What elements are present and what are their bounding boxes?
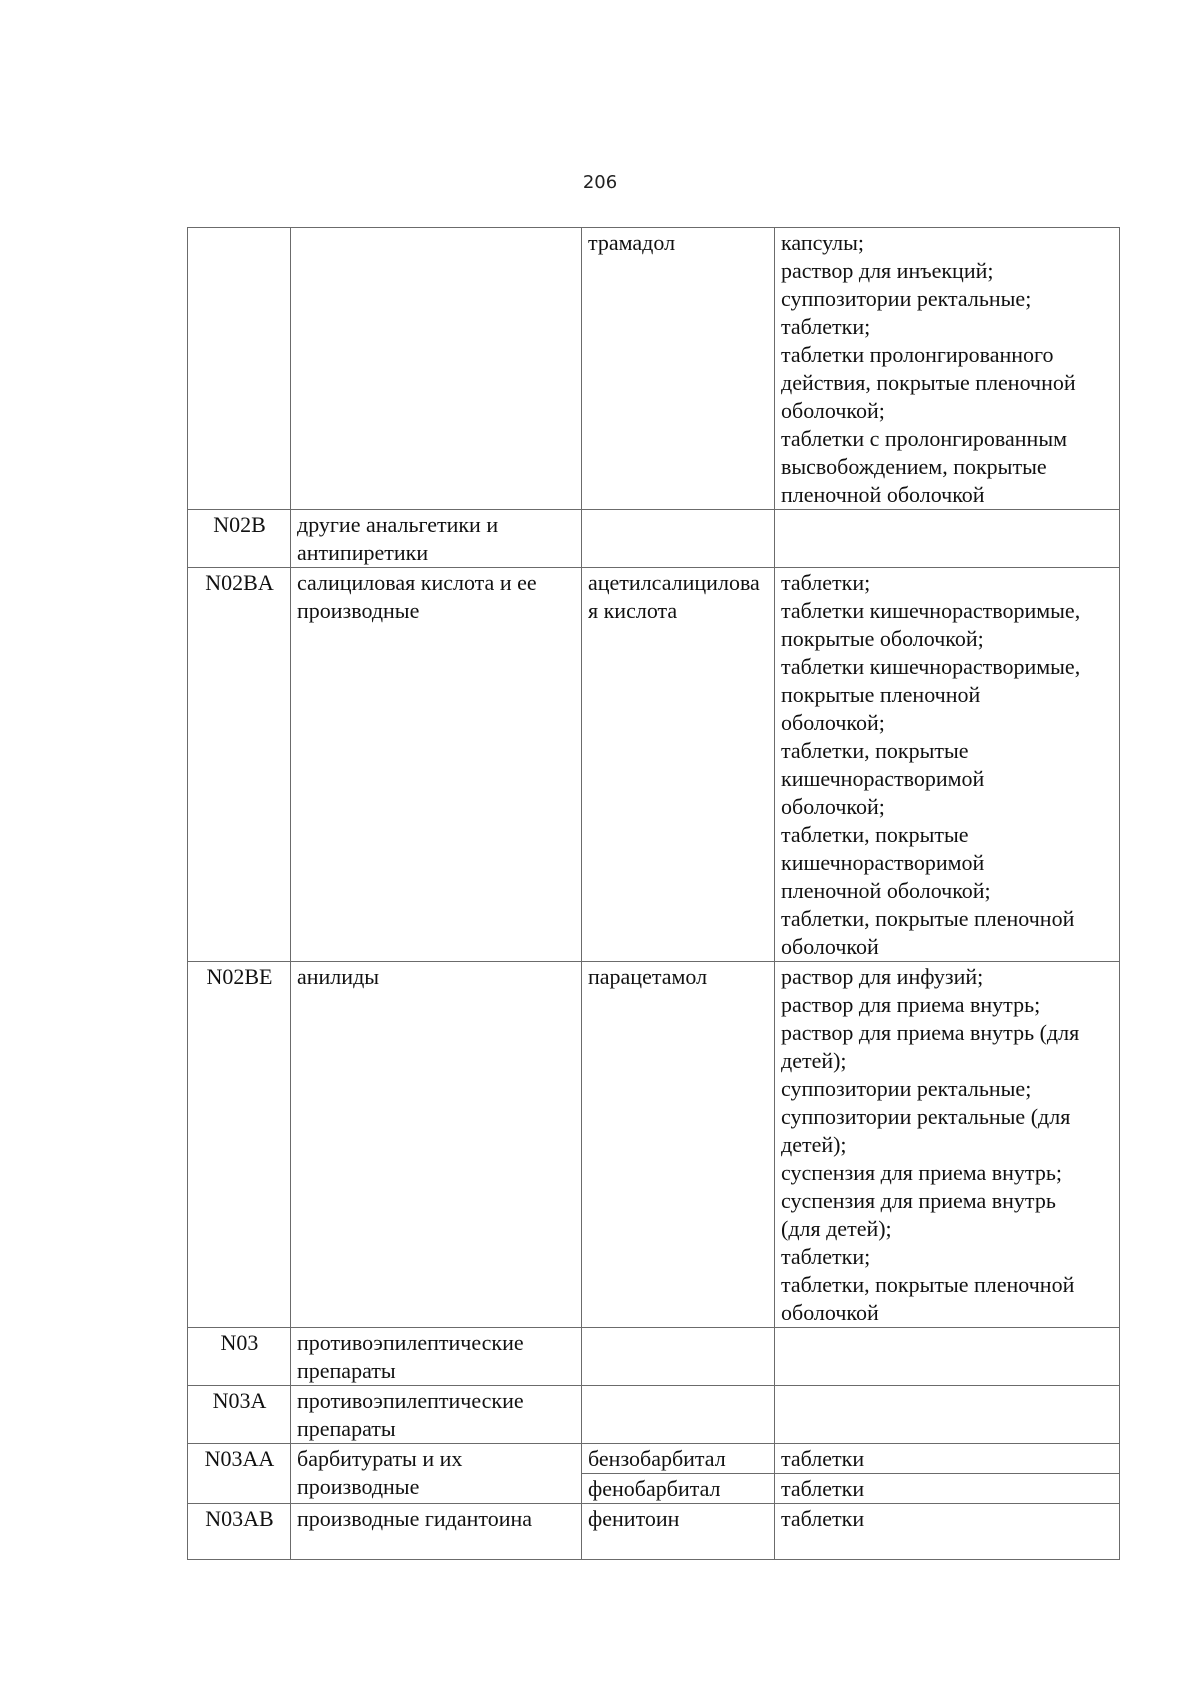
group-cell: анилиды: [291, 962, 582, 1328]
dosage-form: действия, покрытые пленочной: [781, 370, 1076, 395]
dosage-form: кишечнорастворимой: [781, 766, 985, 791]
dosage-form: оболочкой;: [781, 398, 885, 423]
dosage-form: детей);: [781, 1048, 847, 1073]
dosage-form: раствор для приема внутрь;: [781, 992, 1041, 1017]
dosage-form: таблетки;: [781, 570, 871, 595]
dosage-form: таблетки, покрытые: [781, 738, 969, 763]
table-row: [188, 568, 1120, 962]
group-cell: другие анальгетики и антипиретики: [291, 510, 582, 568]
dosage-form: суспензия для приема внутрь;: [781, 1160, 1062, 1185]
dosage-form: раствор для инфузий;: [781, 964, 984, 989]
dosage-form: таблетки кишечнорастворимые,: [781, 654, 1081, 679]
page-number: 206: [582, 172, 618, 193]
drug-name-cell: бензобарбитал: [582, 1444, 775, 1474]
dosage-forms-cell: [775, 1474, 1120, 1504]
dosage-form: таблетки: [781, 1446, 865, 1471]
dosage-form: кишечнорастворимой: [781, 850, 985, 875]
dosage-form: таблетки пролонгированного: [781, 342, 1054, 367]
dosage-form: (для детей);: [781, 1216, 892, 1241]
drug-name-cell: парацетамол: [582, 962, 775, 1328]
atc-code-cell: N02BE: [188, 962, 291, 1328]
drug-name-cell: фенобарбитал: [582, 1474, 775, 1504]
drug-name-cell: [582, 510, 775, 568]
dosage-forms-cell: [775, 510, 1120, 568]
dosage-form: таблетки;: [781, 1244, 871, 1269]
dosage-form: таблетки: [781, 1506, 865, 1531]
dosage-form: таблетки;: [781, 314, 871, 339]
dosage-form: таблетки кишечнорастворимые,: [781, 598, 1081, 623]
dosage-form: таблетки: [781, 1476, 865, 1501]
atc-code-cell: N03AB: [188, 1504, 291, 1560]
group-cell: барбитураты и их производные: [291, 1444, 582, 1504]
dosage-form: раствор для приема внутрь (для: [781, 1020, 1080, 1045]
dosage-form: пленочной оболочкой: [781, 482, 985, 507]
dosage-form: покрытые оболочкой;: [781, 626, 984, 651]
drug-name-cell: фенитоин: [582, 1504, 775, 1560]
table-row: [188, 1504, 1120, 1560]
dosage-forms-cell: [775, 1386, 1120, 1444]
group-cell: противоэпилептические препараты: [291, 1328, 582, 1386]
drug-name-cell: трамадол: [582, 228, 775, 510]
drug-name-cell: ацетилсалициловая кислота: [582, 568, 775, 962]
dosage-form: суппозитории ректальные;: [781, 286, 1032, 311]
dosage-form: таблетки, покрытые пленочной: [781, 906, 1075, 931]
dosage-forms-cell: [775, 1504, 1120, 1560]
dosage-form: раствор для инъекций;: [781, 258, 994, 283]
dosage-form: высвобождением, покрытые: [781, 454, 1047, 479]
drug-name-cell: [582, 1386, 775, 1444]
dosage-form: суппозитории ректальные (для: [781, 1104, 1071, 1129]
dosage-form: суспензия для приема внутрь: [781, 1188, 1056, 1213]
table-row: [188, 1328, 1120, 1386]
atc-code-cell: N02B: [188, 510, 291, 568]
dosage-forms-cell: [775, 962, 1120, 1328]
group-cell: салициловая кислота и ее производные: [291, 568, 582, 962]
drug-table: [187, 227, 1120, 1560]
dosage-form: детей);: [781, 1132, 847, 1157]
atc-code-cell: N03AA: [188, 1444, 291, 1504]
table-row: [188, 1386, 1120, 1444]
dosage-form: покрытые пленочной: [781, 682, 981, 707]
dosage-form: таблетки, покрытые: [781, 822, 969, 847]
group-cell: производные гидантоина: [291, 1504, 582, 1560]
group-cell: [291, 228, 582, 510]
dosage-form: таблетки с пролонгированным: [781, 426, 1068, 451]
dosage-forms-cell: [775, 228, 1120, 510]
dosage-forms-cell: [775, 1444, 1120, 1474]
group-cell: противоэпилептические препараты: [291, 1386, 582, 1444]
table-row: [188, 228, 1120, 510]
atc-code-cell: N03A: [188, 1386, 291, 1444]
dosage-forms-cell: [775, 568, 1120, 962]
table-row: [188, 510, 1120, 568]
atc-code-cell: N02BA: [188, 568, 291, 962]
dosage-form: капсулы;: [781, 230, 864, 255]
atc-code-cell: N03: [188, 1328, 291, 1386]
dosage-forms-cell: [775, 1328, 1120, 1386]
dosage-form: пленочной оболочкой;: [781, 878, 991, 903]
atc-code-cell: [188, 228, 291, 510]
dosage-form: оболочкой;: [781, 710, 885, 735]
table-row: [188, 1444, 1120, 1474]
dosage-form: оболочкой: [781, 934, 879, 959]
dosage-form: таблетки, покрытые пленочной: [781, 1272, 1075, 1297]
drug-name-cell: [582, 1328, 775, 1386]
dosage-form: суппозитории ректальные;: [781, 1076, 1032, 1101]
dosage-form: оболочкой: [781, 1300, 879, 1325]
table-row: [188, 962, 1120, 1328]
dosage-form: оболочкой;: [781, 794, 885, 819]
